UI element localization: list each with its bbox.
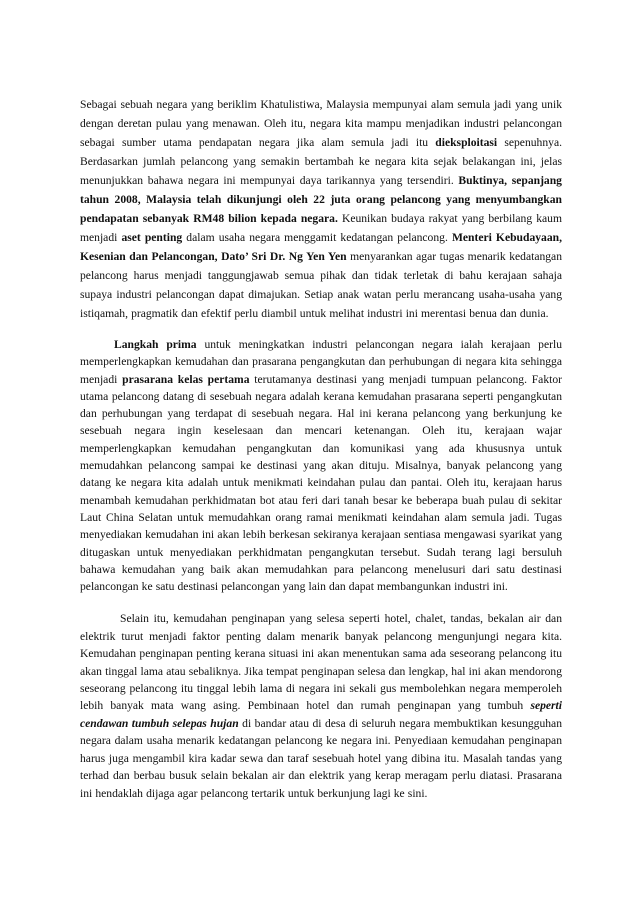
bold-text: Buktinya, sepanjang tahun 2008, Malaysia telah dikunjungi oleh 22 juta orang pelancong yang menyumbangkan pendapatan sebanyak RM48 bilion kepada negara. [80, 174, 562, 225]
text-run: Selain itu, kemudahan penginapan yang selesa seperti hotel, chalet, tandas, bekalan air dan elektrik turut menjadi faktor penting dalam menarik banyak pelancong mengunjungi negara kita. Kemudahan penginapan penting kerana situasi ini akan menentukan sama ada seseorang pelancong itu akan tinggal lama atau sebaliknya. Jika tempat penginapan selesa dan lengkap, hal ini akan mendorong seseorang pelancong itu tinggal lebih lama di negara ini sekali gus membolehkan negara memperoleh lebih banyak mata wang asing. Pembinaan hotel dan rumah penginapan yang tumbuh [80, 612, 562, 713]
text-run: untuk meningkatkan industri pelancongan negara ialah kerajaan perlu memperlengkapkan kemudahan dan prasarana pengangkutan dan perhubungan di negara kita sehingga menjadi [80, 338, 562, 386]
text-run: Sebagai sebuah negara yang beriklim Khatulistiwa, Malaysia mempunyai alam semula jadi yang unik dengan deretan pulau yang menawan. Oleh itu, negara kita mampu menjadikan industri pelancongan sebagai sumber utama pendapatan negara jika alam semula jadi itu [80, 98, 562, 149]
paragraph-2 [80, 336, 562, 595]
bold-text: Langkah prima [114, 338, 197, 351]
text-run: menyarankan agar tugas menarik kedatangan pelancong harus menjadi tanggungjawab semua pihak dan tidak terletak di bahu kerajaan sahaja supaya industri pelancongan dapat dimajukan. Setiap anak watan perlu merancang usaha-usaha yang istiqamah, pragmatik dan efektif perlu diambil untuk melihat industri ini merentasi benua dan dunia. [80, 250, 563, 320]
text-run: di bandar atau di desa di seluruh negara membuktikan kesungguhan negara dalam usaha menarik kedatangan pelancong ke negara ini. Penyediaan kemudahan penginapan harus juga mengambil kira kadar sewa dan taraf sesebuah hotel yang dibina itu. Masalah tandas yang terhad dan berbau busuk selain bekalan air dan elektrik yang kerap meragam perlu diatasi. Prasarana ini hendaklah dijaga agar pelancong tertarik untuk berkunjung lagi ke sini. [80, 716, 562, 800]
document-page [80, 95, 562, 802]
bold-text: Menteri Kebudayaan, Kesenian dan Pelancongan, Dato’ Sri Dr. Ng Yen Yen [80, 231, 562, 263]
paragraph-1 [80, 95, 562, 323]
text-run: terutamanya destinasi yang menjadi tumpuan pelancong. Faktor utama pelancong datang di sesebuah negara adalah kerana kemudahan prasarana seperti pengangkutan dan perhubungan yang terdapat di sesebuah negara. Hal ini kerana pelancong yang berkunjung ke sesebuah negara ingin keselesaan dan mencari ketenangan. Oleh itu, kerajaan wajar memperlengkapkan kemudahan pengangkutan dan komunikasi yang ada khususnya untuk memudahkan pelancong sampai ke destinasi yang akan dituju. Misalnya, banyak pelancong yang datang ke negara kita adalah untuk menikmati keindahan pulau dan pantai. Oleh itu, kerajaan harus menambah kemudahan perkhidmatan bot atau feri dari tanah besar ke beberapa buah pulau di sekitar Laut China Selatan untuk memudahkan orang ramai menikmati keindahan alam semula jadi. Tugas menyediakan kemudahan ini akan lebih berkesan sekiranya kerajaan sentiasa mengawasi syarikat yang ditugaskan untuk menyediakan perkhidmatan pengangkutan tersebut. Sudah terang lagi bersuluh bahawa kemudahan yang baik akan memudahkan para pelancong menelusuri dari satu destinasi pelancongan ke satu destinasi pelancongan yang lain dan dapat membangunkan industri ini. [80, 372, 562, 594]
bold-italic-text: seperti cendawan tumbuh selepas hujan [80, 699, 562, 730]
bold-text: prasarana kelas pertama [122, 372, 250, 386]
paragraph-3 [80, 610, 562, 801]
text-run: sepenuhnya. Berdasarkan jumlah pelancong yang semakin bertambah ke negara kita sejak belakangan ini, jelas menunjukkan bahawa negara ini mempunyai daya tarikannya yang tersendiri. [80, 136, 562, 187]
bold-text: dieksploitasi [435, 136, 498, 149]
bold-text: aset penting [121, 231, 183, 244]
text-run: dalam usaha negara menggamit kedatangan pelancong. [182, 231, 452, 244]
text-run: Keunikan budaya rakyat yang berbilang kaum menjadi [80, 212, 562, 244]
